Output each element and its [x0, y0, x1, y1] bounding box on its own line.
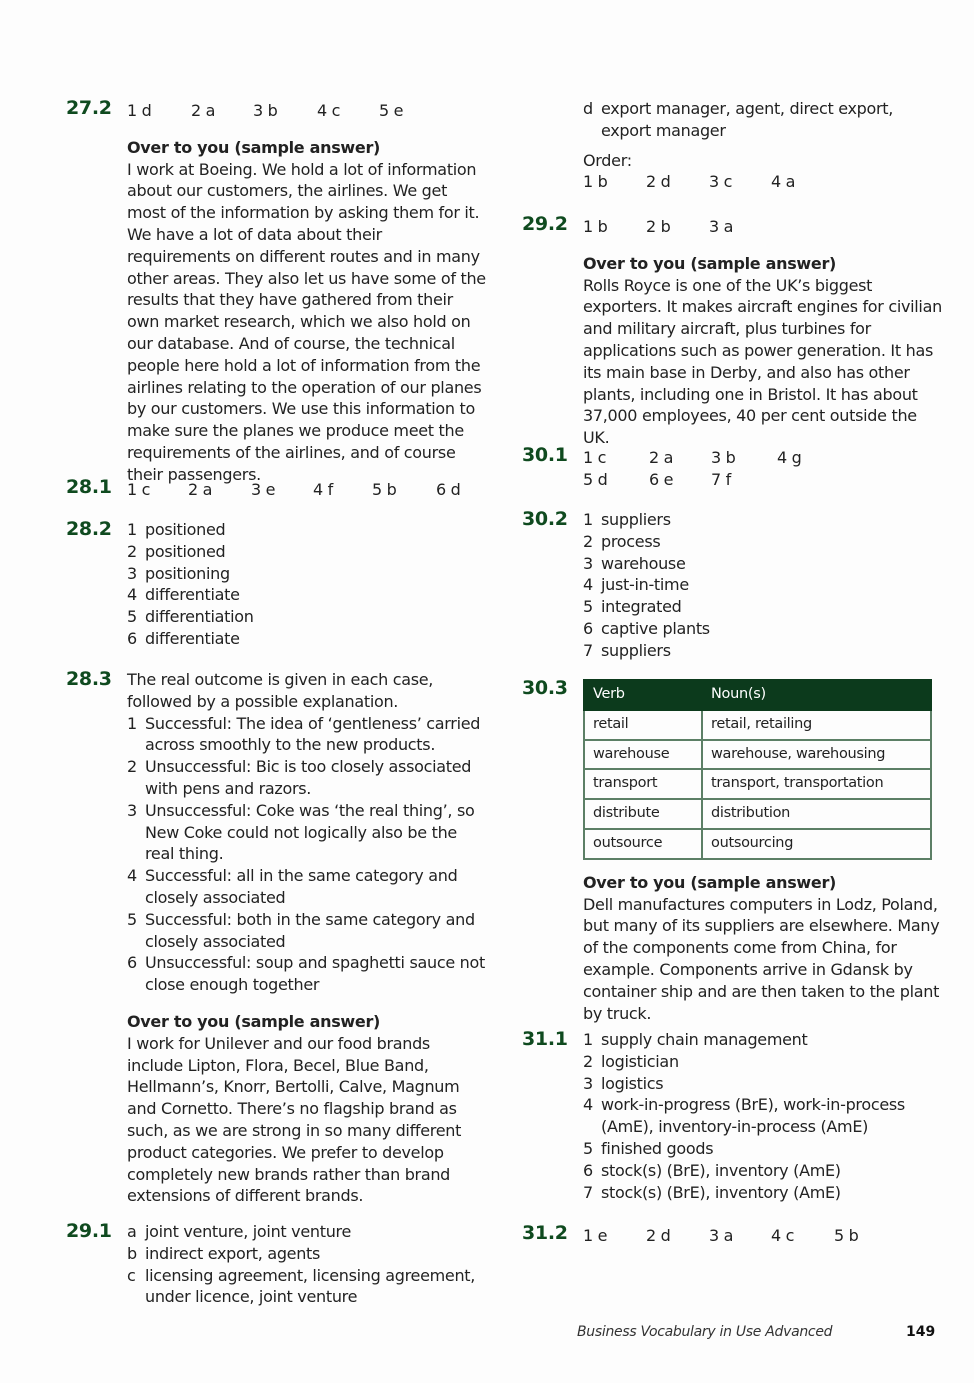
list-item: 3 warehouse	[583, 553, 686, 573]
order-label: Order:	[583, 150, 632, 170]
table-row: transport transport, transportation	[584, 769, 931, 799]
answer-row	[127, 479, 486, 501]
sample-answer-text: I work at Boeing. We hold a lot of information about our customers, the airlines. We get most of the information by asking them for it. We have a lot of data about their requirements on different routes and in many other areas. They also let us have some of the results that they have gathered from their own market research, which we also hold on our database. And of course, the technical people here hold a lot of information from the airlines relating to the operation of our planes by our customers. We use this information to make sure the planes we produce meet the requirements of the airlines, and of course their passengers.	[127, 159, 486, 484]
page-number: 149	[906, 1324, 936, 1340]
answer: 4 a	[771, 172, 796, 192]
answer: 5 d	[583, 469, 608, 489]
table-row: outsource outsourcing	[584, 829, 931, 859]
answer-row	[583, 1225, 942, 1247]
list-item: 5 finished goods	[583, 1138, 714, 1158]
answer: 4 f	[313, 480, 333, 499]
list-item: 4 just-in-time	[583, 575, 689, 595]
answer: 2 d	[646, 172, 671, 192]
exercise-number: 29.2	[522, 213, 568, 235]
book-title: Business Vocabulary in Use Advanced	[577, 1324, 833, 1340]
exercise-number: 29.1	[66, 1220, 112, 1242]
exercise-number: 31.2	[522, 1222, 568, 1244]
list-item: 6 captive plants	[583, 618, 710, 638]
exercise-number: 27.2	[66, 97, 112, 119]
answer: 6 e	[649, 469, 674, 489]
list-item: 3 logistics	[583, 1073, 664, 1093]
list-item: 1 Successful: The idea of ‘gentleness’ carried across smoothly to the new products.	[127, 713, 481, 755]
answer: 1 b	[583, 217, 608, 236]
answer: 6 d	[436, 480, 461, 499]
list-item: 4 differentiate	[127, 585, 240, 605]
exercise-number: 28.2	[66, 518, 112, 540]
answer: 3 c	[709, 172, 733, 192]
exercise-number: 30.2	[522, 508, 568, 530]
table-row: retail retail, retailing	[584, 710, 931, 740]
answer: 2 a	[188, 480, 213, 499]
list-item: 4 work-in-progress (BrE), work-in-process (AmE), inventory-in-process (AmE)	[583, 1095, 905, 1137]
list-item: 1 suppliers	[583, 510, 671, 529]
exercise-number: 30.3	[522, 677, 568, 699]
answer: 2 a	[191, 101, 216, 120]
answer-row	[583, 447, 942, 469]
answer: 3 b	[711, 448, 736, 467]
answer: 1 d	[127, 101, 152, 120]
answer-row	[127, 100, 486, 122]
sample-answer-text: Dell manufactures computers in Lodz, Poland, but many of its suppliers are elsewhere. Many of the components come from China, for example. Components arrive in Gdansk by container ship and are then taken to the plant by truck.	[583, 894, 940, 1023]
list-item: a joint venture, joint venture	[127, 1222, 352, 1241]
list-item: 5 differentiation	[127, 607, 254, 627]
answer: 2 a	[649, 448, 674, 467]
answer: 7 f	[711, 469, 731, 489]
list-item: 1 positioned	[127, 520, 226, 539]
list-item: 3 positioning	[127, 563, 230, 583]
list-item: 5 integrated	[583, 597, 682, 617]
sample-answer-text: I work for Unilever and our food brands include Lipton, Flora, Becel, Blue Band, Hellmann’s, Knorr, Bertolli, Calve, Magnum and Cornetto. There’s no flagship brand as such, as we are strong in so many different product categories. We prefer to develop completely new brands rather than brand extensions of different brands.	[127, 1033, 462, 1206]
answer: 4 c	[771, 1226, 795, 1245]
list-item: 2 positioned	[127, 541, 226, 561]
table-row: warehouse warehouse, warehousing	[584, 740, 931, 770]
list-item: 3 Unsuccessful: Coke was ‘the real thing’, so New Coke could not logically also be the real thing.	[127, 800, 475, 864]
answer: 4 g	[777, 448, 802, 467]
answer: 3 a	[709, 217, 734, 236]
answer: 2 d	[646, 1226, 671, 1245]
column-header-verb: Verb	[584, 680, 702, 710]
table-row: distribute distribution	[584, 799, 931, 829]
answer-row	[583, 216, 942, 238]
list-item: 2 process	[583, 531, 661, 551]
intro-text: The real outcome is given in each case, followed by a possible explanation.	[127, 670, 434, 711]
list-item: 7 stock(s) (BrE), inventory (AmE)	[583, 1182, 841, 1202]
column-header-nouns: Noun(s)	[702, 680, 931, 710]
list-item: 4 Successful: all in the same category and closely associated	[127, 866, 458, 907]
verb-noun-table	[583, 679, 932, 860]
answer-row	[583, 171, 942, 193]
list-item: d export manager, agent, direct export, export manager	[583, 99, 894, 140]
list-item: c licensing agreement, licensing agreement, under licence, joint venture	[127, 1265, 476, 1307]
list-item: 5 Successful: both in the same category and closely associated	[127, 909, 475, 951]
list-item: 7 suppliers	[583, 640, 671, 660]
over-to-you-heading: Over to you (sample answer)	[583, 253, 837, 273]
list-item: 6 stock(s) (BrE), inventory (AmE)	[583, 1160, 841, 1180]
answer: 5 b	[834, 1226, 859, 1245]
over-to-you-heading: Over to you (sample answer)	[127, 1011, 381, 1031]
list-item: 6 Unsuccessful: soup and spaghetti sauce not close enough together	[127, 953, 485, 995]
answer: 1 c	[583, 448, 607, 467]
answer: 3 a	[709, 1226, 734, 1245]
answer: 2 b	[646, 217, 671, 236]
exercise-number: 30.1	[522, 444, 568, 466]
list-item: 2 logistician	[583, 1051, 679, 1071]
answer: 3 e	[251, 480, 276, 499]
over-to-you-heading: Over to you (sample answer)	[127, 137, 381, 157]
answer: 5 e	[379, 101, 404, 120]
list-item: 6 differentiate	[127, 628, 240, 648]
answer: 1 c	[127, 480, 151, 499]
answer: 3 b	[253, 101, 278, 120]
answer: 1 b	[583, 172, 608, 192]
exercise-number: 28.1	[66, 476, 112, 498]
list-item: 2 Unsuccessful: Bic is too closely associated with pens and razors.	[127, 757, 472, 798]
answer: 4 c	[317, 101, 341, 120]
list-item: b indirect export, agents	[127, 1243, 321, 1263]
answer: 5 b	[372, 480, 397, 499]
sample-answer-text: Rolls Royce is one of the UK’s biggest exporters. It makes aircraft engines for civilian and military aircraft, plus turbines for applications such as power generation. It has its main base in Derby, and also has other plants, including one in Bristol. It has about 37,000 employees, 40 per cent outside the UK.	[583, 275, 942, 448]
list-item: 1 supply chain management	[583, 1030, 808, 1049]
answer: 1 e	[583, 1226, 608, 1245]
exercise-number: 31.1	[522, 1028, 568, 1050]
over-to-you-heading: Over to you (sample answer)	[583, 872, 837, 892]
exercise-number: 28.3	[66, 668, 112, 690]
answer-row	[583, 469, 942, 491]
